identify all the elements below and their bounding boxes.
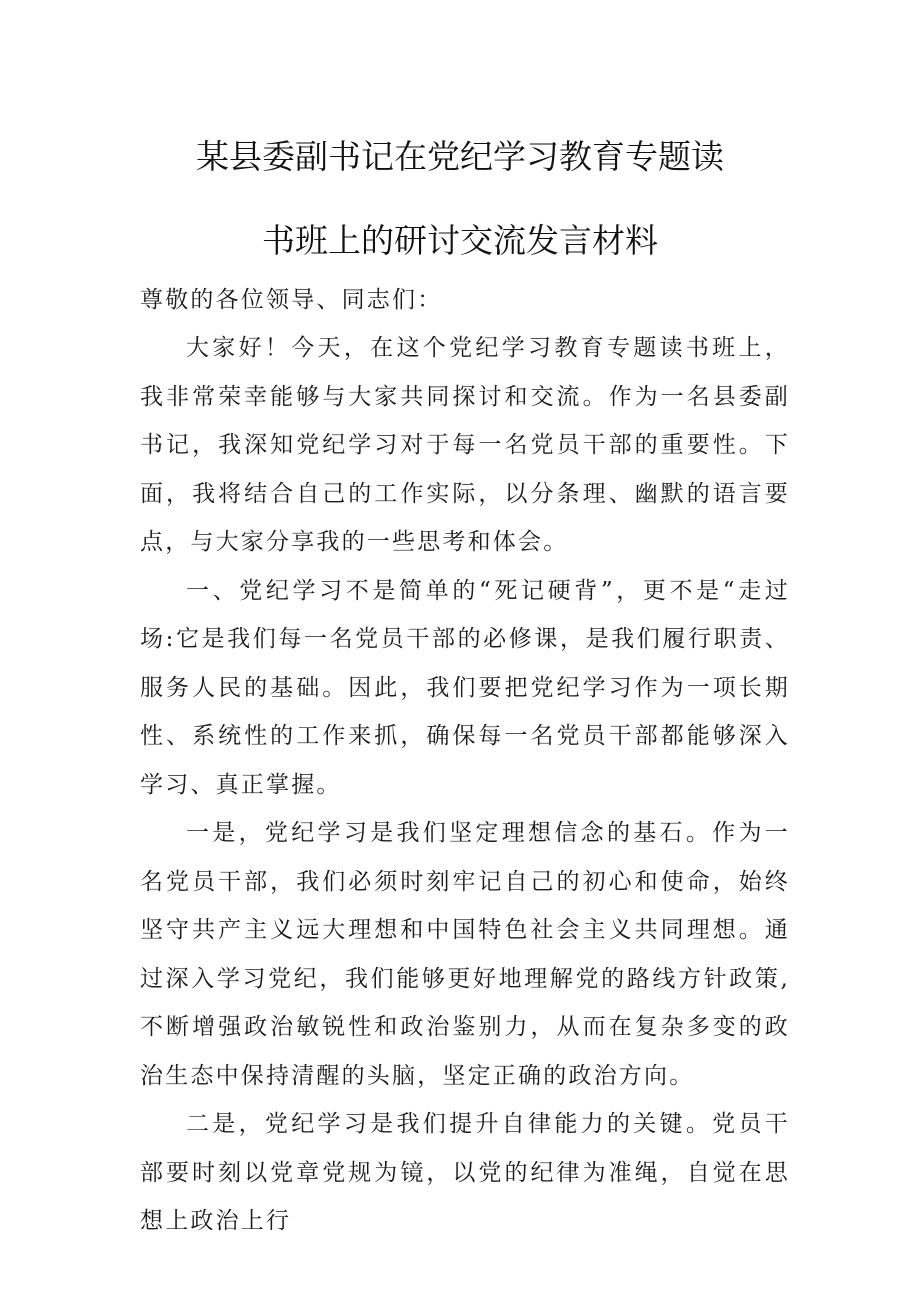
document-title-line-2: 书班上的研讨交流发言材料 <box>262 221 658 260</box>
paragraph-greeting: 大家好！今天，在这个党纪学习教育专题读书班上，我非常荣幸能够与大家共同探讨和交流。作为一名县委副书记，我深知党纪学习对于每一名党员干部的重要性。下面，我将结合自己的工作实际，以分条理、幽默的语言要点，与大家分享我的一些思考和体会。 <box>140 335 790 555</box>
document-title-line-1: 某县委副书记在党纪学习教育专题读 <box>196 137 724 176</box>
document-body <box>140 324 790 1246</box>
salutation: 尊敬的各位领导、同志们： <box>140 287 443 313</box>
paragraph-point-two: 二是，党纪学习是我们提升自律能力的关键。党员干部要时刻以党章党规为镜，以党的纪律为准绳，自觉在思想上政治上行 <box>140 1111 790 1234</box>
paragraph-point-one: 一是，党纪学习是我们坚定理想信念的基石。作为一名党员干部，我们必须时刻牢记自己的初心和使命，始终坚守共产主义远大理想和中国特色社会主义共同理想。通过深入学习党纪，我们能够更好地理解党的路线方针政策,不断增强政治敏锐性和政治鉴别力，从而在复杂多变的政治生态中保持清醒的头脑，坚定正确的政治方向。 <box>140 820 790 1089</box>
paragraph-section-one: 一、党纪学习不是简单的“死记硬背”，更不是“走过场:它是我们每一名党员干部的必修课，是我们履行职责、服务人民的基础。因此，我们要把党纪学习作为一项长期性、系统性的工作来抓，确保每一名党员干部都能够深入学习、真正掌握。 <box>140 577 790 798</box>
